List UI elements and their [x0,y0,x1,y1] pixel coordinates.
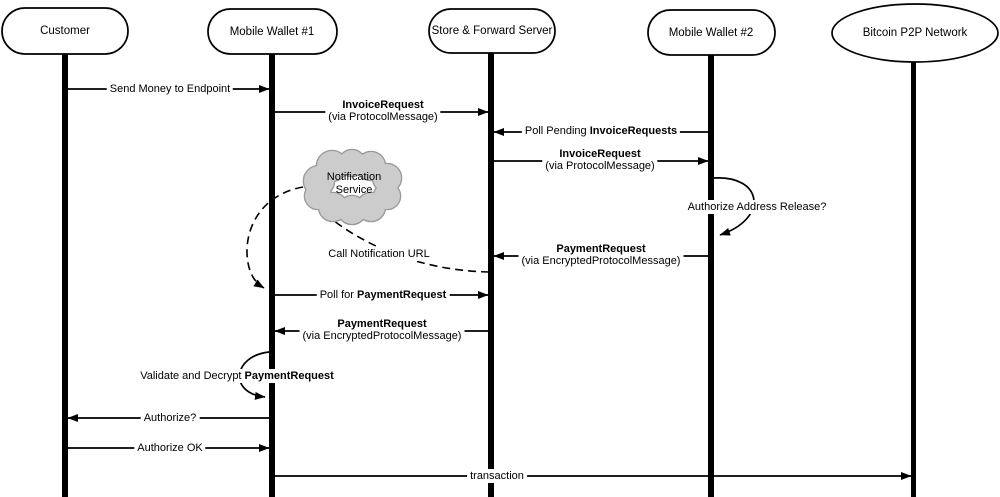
message-label-poll-for-paymentrequest: Poll for PaymentRequest [317,288,450,302]
lifeline-mobile-wallet-1 [269,54,275,497]
message-label-validate-decrypt: Validate and Decrypt PaymentRequest [137,369,337,383]
message-label-invoicerequest-1: InvoiceRequest (via ProtocolMessage) [325,98,440,124]
actor-label-customer: Customer [40,25,90,37]
message-label-paymentrequest-2: PaymentRequest (via EncryptedProtocolMessage) [300,317,465,343]
actor-label-mobile-wallet-2: Mobile Wallet #2 [668,27,754,39]
message-label-authorize-question: Authorize? [141,411,200,425]
message-label-send-money: Send Money to Endpoint [107,82,233,96]
actor-label-mobile-wallet-1: Mobile Wallet #1 [229,26,315,38]
lifeline-mobile-wallet-2 [708,54,714,497]
message-label-call-notification-url: Call Notification URL [325,247,432,261]
message-label-authorize-address-release: Authorize Address Release? [685,200,830,214]
message-label-invoicerequest-2: InvoiceRequest (via ProtocolMessage) [542,147,657,173]
message-label-transaction: transaction [467,469,527,483]
notification-service-label: Notification Service [326,171,382,196]
lifeline-bitcoin-p2p-network [911,62,916,497]
message-label-authorize-ok: Authorize OK [134,441,205,455]
message-label-paymentrequest-1: PaymentRequest (via EncryptedProtocolMessage) [519,242,684,268]
message-label-poll-pending-invoicerequests: Poll Pending InvoiceRequests [522,124,680,138]
lifeline-store-forward-server [488,52,494,497]
lifeline-customer [62,54,68,497]
actor-label-store-forward-server: Store & Forward Server [431,25,553,37]
actor-label-bitcoin-p2p-network: Bitcoin P2P Network [862,27,968,39]
